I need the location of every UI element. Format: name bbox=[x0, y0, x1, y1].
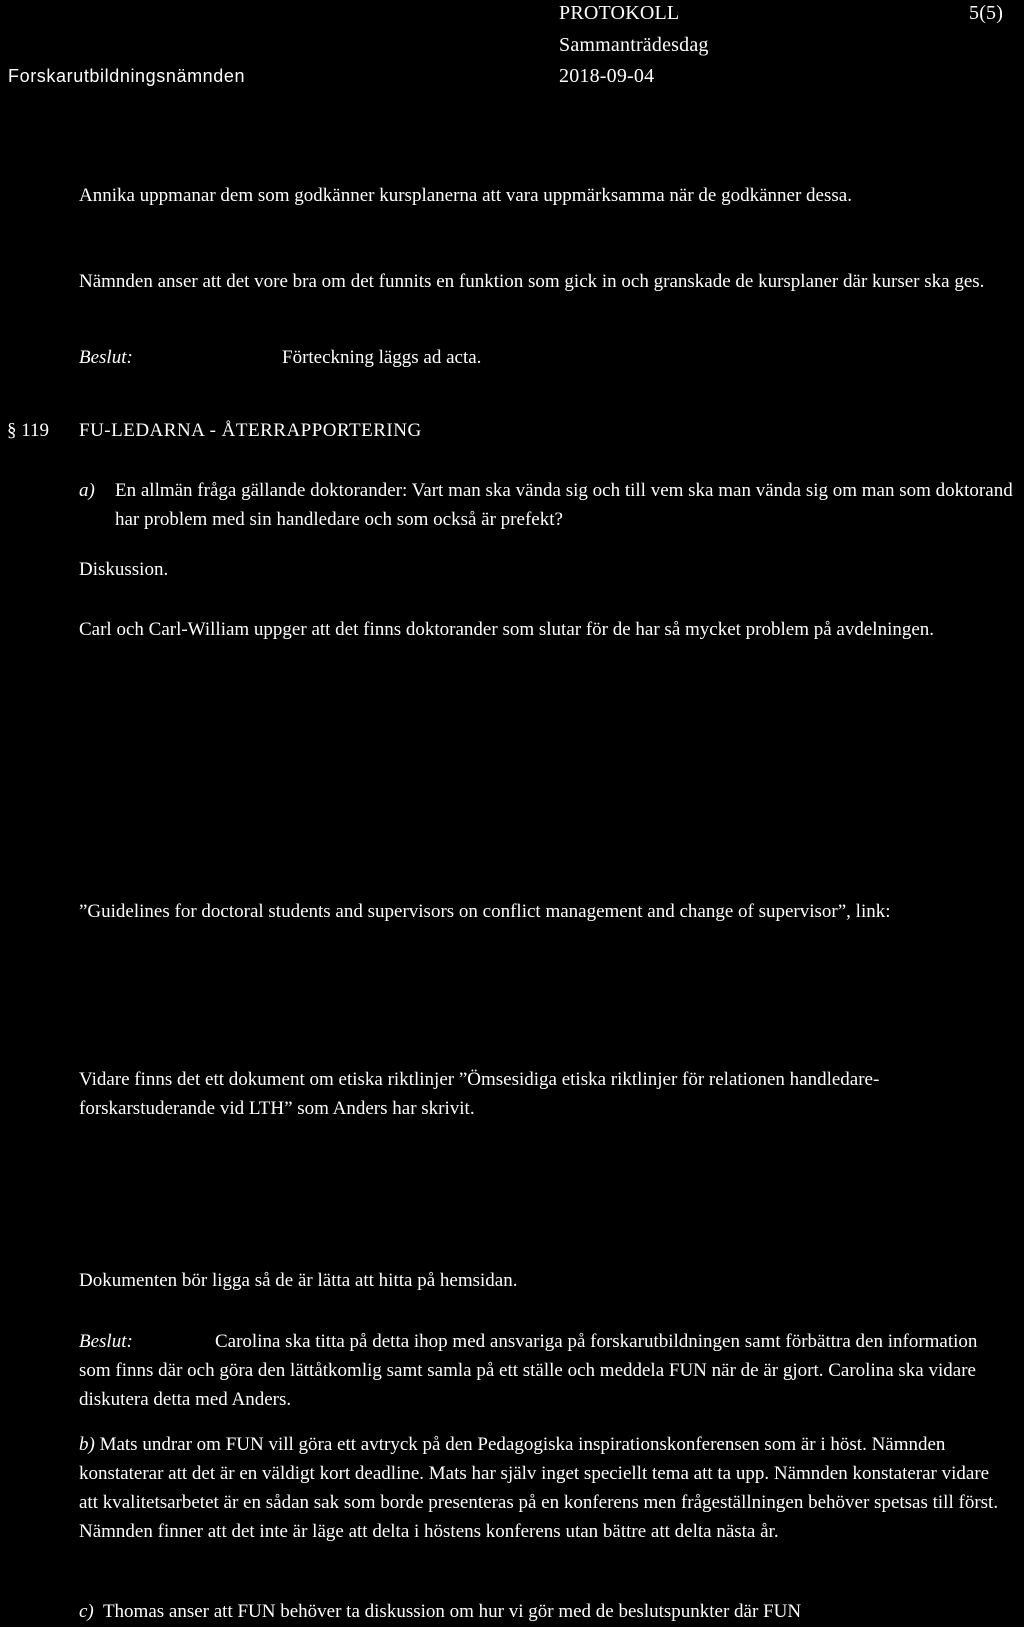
decision-1 bbox=[79, 343, 133, 372]
discussion-label: Diskussion. bbox=[79, 559, 169, 580]
paragraph-namnden-kursplaner: Nämnden anser att det vore bra om det funnits en funktion som gick in och granskade de kursplaner där kurser ska ges. bbox=[79, 271, 985, 292]
committee-name: Forskarutbildningsnämnden bbox=[8, 66, 246, 86]
item-b-text: Mats undrar om FUN vill göra ett avtryck på den Pedagogiska inspirationskonferensen som är i höst. Nämnden konstaterar att det är en väldigt kort deadline. Mats har själv inget speciellt tema att ta upp. Nämnden konstaterar vidare att kvalitetsarbetet är en sådan sak som borde presenteras på en konferens men frågeställningen behöver spetsas till först. Nämnden finner att det inte är läge att delta i höstens konferens utan bättre att delta nästa år. bbox=[79, 1434, 999, 1542]
section-number: § 119 bbox=[7, 420, 50, 441]
item-b bbox=[79, 1430, 1009, 1546]
paragraph-etiska-riktlinjer: Vidare finns det ett dokument om etiska riktlinjer ”Ömsesidiga etiska riktlinjer för relationen handledare-forskarstuderande vid LTH” som Anders har skrivit. bbox=[79, 1069, 880, 1119]
section-title: FU-LEDARNA - ÅTERRAPPORTERING bbox=[79, 420, 422, 441]
meeting-date: 2018-09-04 bbox=[559, 65, 655, 87]
item-a-text: En allmän fråga gällande doktorander: Vart man ska vända sig och till vem ska man vända sig om man som doktorand har problem med sin handledare och som också är prefekt? bbox=[115, 480, 1013, 530]
decision-2-text: Carolina ska titta på detta ihop med ansvariga på forskarutbildningen samt förbättra den information som finns där och göra den lättåtkomlig samt samla på ett ställe och meddela FUN när de är gjort. Carolina ska vidare diskutera detta med Anders. bbox=[79, 1331, 978, 1410]
item-a-marker: a) bbox=[79, 480, 95, 501]
paragraph-guidelines: ”Guidelines for doctoral students and supervisors on conflict management and change of supervisor”, link: bbox=[79, 901, 891, 922]
meeting-label: Sammanträdesdag bbox=[559, 34, 709, 56]
paragraph-dokumenten: Dokumenten bör ligga så de är lätta att hitta på hemsidan. bbox=[79, 1270, 518, 1291]
doc-type: PROTOKOLL bbox=[559, 2, 680, 24]
item-c-marker: c) bbox=[79, 1601, 94, 1622]
decision-1-label: Beslut: bbox=[79, 347, 133, 368]
item-b-marker: b) bbox=[79, 1434, 95, 1455]
paragraph-annika: Annika uppmanar dem som godkänner kursplanerna att vara uppmärksamma när de godkänner dessa. bbox=[79, 185, 852, 206]
item-c-text: Thomas anser att FUN behöver ta diskussion om hur vi gör med de beslutspunkter där FUN bbox=[102, 1601, 802, 1622]
paragraph-carl: Carl och Carl-William uppger att det finns doktorander som slutar för de har så mycket problem på avdelningen. bbox=[79, 619, 935, 640]
decision-1-text: Förteckning läggs ad acta. bbox=[282, 347, 482, 368]
item-c bbox=[79, 1597, 1019, 1626]
page-number: 5(5) bbox=[969, 2, 1004, 24]
decision-2-label: Beslut: bbox=[79, 1331, 133, 1352]
